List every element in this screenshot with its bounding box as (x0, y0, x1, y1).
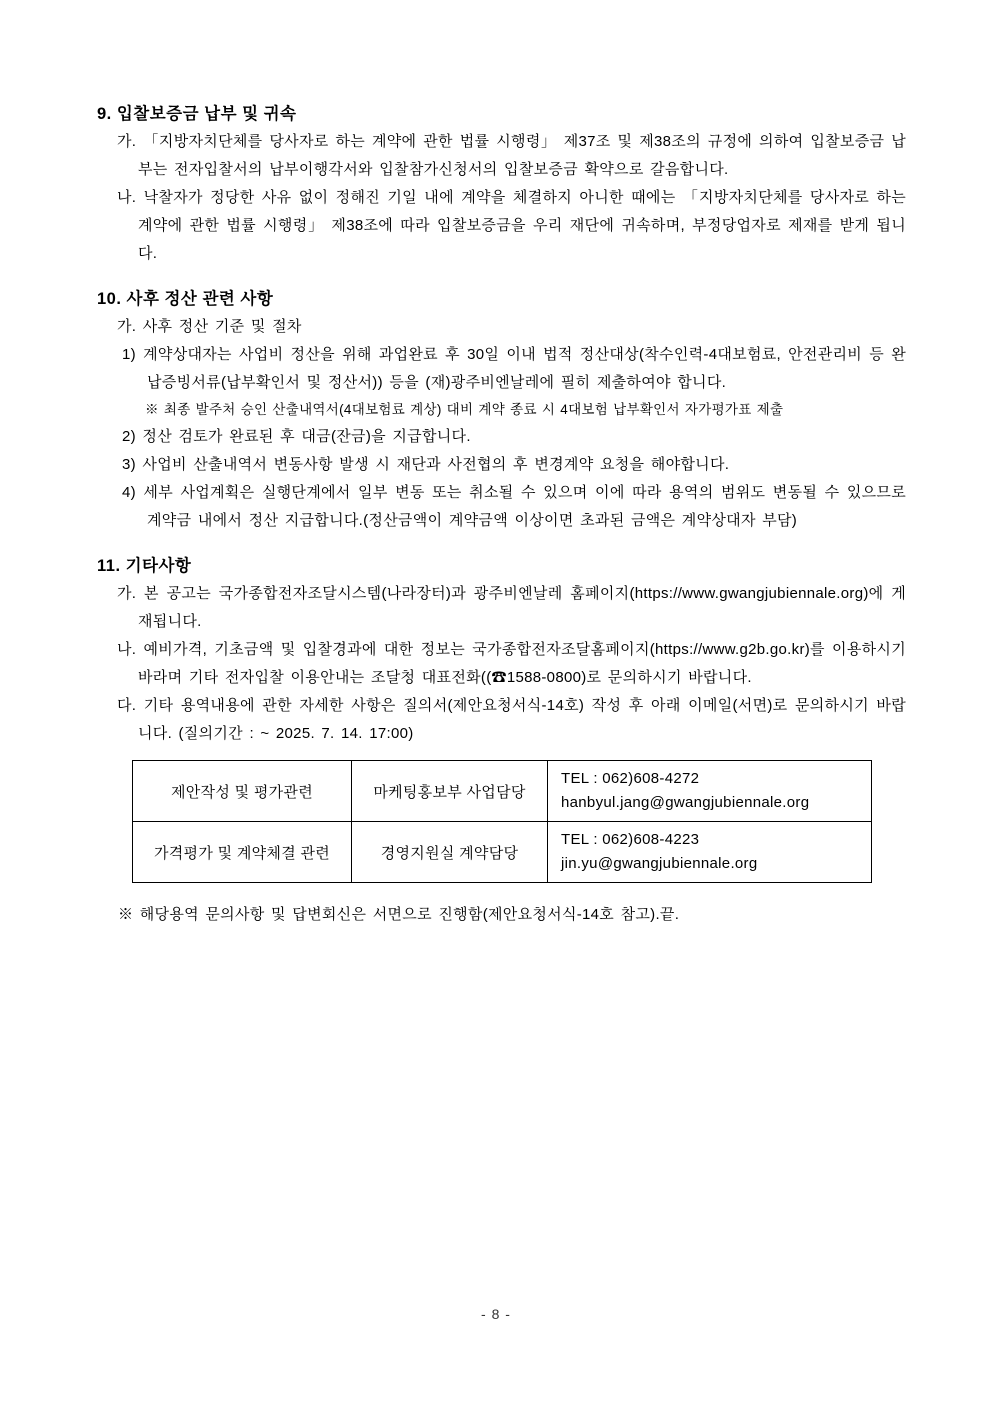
item-marker: 나. (117, 641, 137, 658)
item-marker: 4) (122, 484, 136, 501)
item-text: 정산 검토가 완료된 후 대금(잔금)을 지급합니다. (142, 428, 471, 445)
item-text: 본 공고는 국가종합전자조달시스템(나라장터)과 광주비엔날레 홈페이지(https://www.gwangjubiennale.org)에 게재됩니다. (138, 585, 906, 630)
section-10-subitem-4 (97, 479, 906, 535)
final-note: ※ 해당용역 문의사항 및 답변회신은 서면으로 진행함(제안요청서식-14호 참고).끝. (118, 906, 680, 923)
section-11-item-ga (97, 580, 906, 636)
section-10-subitem-1 (97, 341, 906, 397)
item-text: 낙찰자가 정당한 사유 없이 정해진 기일 내에 계약을 체결하지 아니한 때에는 「지방자치단체를 당사자로 하는 계약에 관한 법률 시행령」 제38조에 따라 입찰보증금을 우리 재단에 귀속하며, 부정당업자로 제재를 받게 됩니다. (138, 189, 906, 262)
item-marker: 1) (122, 346, 136, 363)
reference-mark: ※ (145, 402, 159, 417)
section-10-heading: 10. 사후 정산 관련 사항 (97, 290, 274, 308)
contact-email: jin.yu@gwangjubiennale.org (561, 855, 758, 872)
item-marker: 3) (122, 456, 136, 473)
table-row (133, 761, 872, 822)
contact-email: hanbyul.jang@gwangjubiennale.org (561, 794, 810, 811)
item-text: 사후 정산 기준 및 절차 (142, 318, 302, 335)
section-11 (97, 552, 906, 748)
item-marker: 2) (122, 428, 136, 445)
section-10 (97, 285, 906, 535)
item-marker: 가. (117, 585, 137, 602)
contact-details (548, 822, 872, 883)
item-text: 세부 사업계획은 실행단계에서 일부 변동 또는 취소될 수 있으며 이에 따라 용역의 범위도 변동될 수 있으므로 계약금 내에서 정산 지급합니다.(정산금액이 계약금액 이상이면 초과된 금액은 계약상대자 부담) (143, 484, 907, 529)
section-10-item-ga (97, 313, 906, 341)
contact-tel: TEL : 062)608-4272 (561, 770, 700, 787)
contact-details (548, 761, 872, 822)
section-11-item-da (97, 692, 906, 748)
item-text: 계약상대자는 사업비 정산을 위해 과업완료 후 30일 이내 법적 정산대상(착수인력-4대보험료, 안전관리비 등 완납증빙서류(납부확인서 및 정산서)) 등을 (재)광주비엔날레에 필히 제출하여야 합니다. (143, 346, 906, 391)
section-9-item-na (97, 184, 906, 268)
contact-department: 경영지원실 계약담당 (352, 822, 548, 883)
section-9-item-ga (97, 128, 906, 184)
section-9-heading: 9. 입찰보증금 납부 및 귀속 (97, 105, 297, 123)
section-11-heading: 11. 기타사항 (97, 557, 192, 575)
item-marker: 가. (117, 133, 137, 150)
item-text: 「지방자치단체를 당사자로 하는 계약에 관한 법률 시행령」 제37조 및 제38조의 규정에 의하여 입찰보증금 납부는 전자입찰서의 납부이행각서와 입찰참가신청서의 입찰보증금 확약으로 갈음합니다. (138, 133, 907, 178)
section-10-reference-note (97, 397, 906, 423)
item-text: 기타 용역내용에 관한 자세한 사항은 질의서(제안요청서식-14호) 작성 후 아래 이메일(서면)로 문의하시기 바랍니다. (질의기간 : ~ 2025. 7. 14. 17:00) (138, 697, 906, 742)
item-text: 사업비 산출내역서 변동사항 발생 시 재단과 사전협의 후 변경계약 요청을 해야합니다. (142, 456, 730, 473)
section-10-subitem-2 (97, 423, 906, 451)
section-9 (97, 100, 906, 268)
item-marker: 다. (117, 697, 137, 714)
item-text: 예비가격, 기초금액 및 입찰경과에 대한 정보는 국가종합전자조달홈페이지(https://www.g2b.go.kr)를 이용하시기 바라며 기타 전자입찰 이용안내는 조달청 대표전화((☎1588-0800)로 문의하시기 바랍니다. (138, 641, 906, 686)
table-row (133, 822, 872, 883)
contact-category: 제안작성 및 평가관련 (133, 761, 352, 822)
page-number: - 8 - (481, 1306, 511, 1322)
item-text: 최종 발주처 승인 산출내역서(4대보험료 계상) 대비 계약 종료 시 4대보험 납부확인서 자가평가표 제출 (163, 402, 784, 417)
contact-department: 마케팅홍보부 사업담당 (352, 761, 548, 822)
item-marker: 가. (117, 318, 137, 335)
item-marker: 나. (117, 189, 137, 206)
section-11-item-na (97, 636, 906, 692)
contact-tel: TEL : 062)608-4223 (561, 831, 700, 848)
section-10-subitem-3 (97, 451, 906, 479)
contact-table (132, 760, 872, 883)
contact-category: 가격평가 및 계약체결 관련 (133, 822, 352, 883)
